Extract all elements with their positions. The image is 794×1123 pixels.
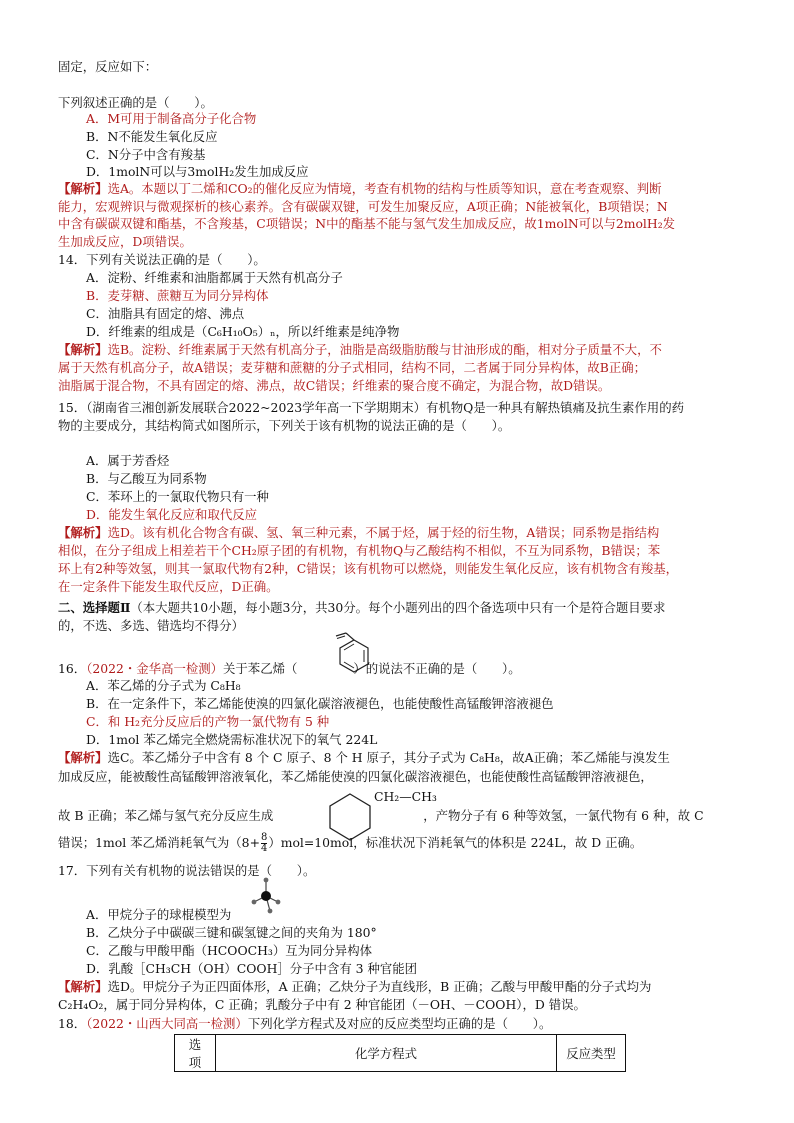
section-ii-line2: 的，不选、多选、错选均不得分） xyxy=(58,618,244,633)
analysis-tag: 【解析】 xyxy=(58,525,108,540)
section-ii-rule: （本大题共10小题，每小题3分，共30分。每个小题列出的四个备选项中只有一个是符合题目要求 xyxy=(130,600,666,615)
q14-explanation-line2: 属于天然有机高分子，故A错误；麦芽糖和蔗糖的分子式相同，结构不同，二者属于同分异构体，故B正确； xyxy=(58,360,647,375)
q16-exp4a: 错误；1mol 苯乙烯消耗氧气为（8+ xyxy=(58,835,260,850)
q16-explanation-text: 选C。苯乙烯分子中含有 8 个 C 原子、8 个 H 原子，其分子式为 C₈H₈，故A正确；苯乙烯能与溴发生 xyxy=(107,750,670,765)
q17-explanation-line1 xyxy=(58,978,651,996)
q14-option-d: D．纤维素的组成是（C₆H₁₀O₅）ₙ，所以纤维素是纯净物 xyxy=(86,324,400,339)
q16-stem-a: 关于苯乙烯（ xyxy=(223,661,298,676)
section-ii-line1 xyxy=(58,599,665,617)
q16-option-c: C．和 H₂充分反应后的产物一氯代物有 5 种 xyxy=(86,714,330,729)
q14-option-b: B．麦芽糖、蔗糖互为同分异构体 xyxy=(86,288,269,303)
methane-ball-stick-icon xyxy=(250,876,282,916)
table-header-row xyxy=(175,1035,626,1072)
q14-option-c: C．油脂具有固定的熔、沸点 xyxy=(86,306,245,321)
q13-stem: 下列叙述正确的是（ ）。 xyxy=(58,95,213,110)
q18-stem xyxy=(58,1015,551,1033)
q14-explanation-line1 xyxy=(58,341,662,359)
q16-option-b: B．在一定条件下，苯乙烯能使溴的四氯化碳溶液褪色，也能使酸性高锰酸钾溶液褪色 xyxy=(86,696,554,711)
q13-option-a: A．M可用于制备高分子化合物 xyxy=(86,111,257,126)
q18-options-table xyxy=(174,1034,626,1072)
q13-explanation-line2: 能力，宏观辨识与微观探析的核心素养。含有碳碳双键，可发生加聚反应，A项正确；N能被氧化，B项错误；N xyxy=(58,199,668,214)
q17-stem: 17．下列有关有机物的说法错误的是（ ）。 xyxy=(58,863,316,878)
q16-explanation-line3 xyxy=(58,807,704,825)
q17-option-c: C．乙酸与甲酸甲酯（HCOOCH₃）互为同分异构体 xyxy=(86,943,372,958)
q17-option-d: D．乳酸［CH₃CH（OH）COOH］分子中含有 3 种官能团 xyxy=(86,961,418,976)
table-header-equation: 化学方程式 xyxy=(216,1035,557,1072)
q13-explanation-text: 选A。本题以丁二烯和CO₂的催化反应为情境，考查有机物的结构与性质等知识，意在考查观察、判断 xyxy=(107,181,662,196)
q13-explanation-line3: 中含有碳碳双键和酯基，不含羧基，C项错误；N中的酯基不能与氢气发生加成反应，故1molN可以与2molH₂发 xyxy=(58,216,676,231)
analysis-tag: 【解析】 xyxy=(58,750,108,765)
q15-stem-line2: 物的主要成分，其结构简式如图所示，下列关于该有机物的说法正确的是（ ）。 xyxy=(58,418,511,433)
fraction-denominator: 4 xyxy=(260,843,268,854)
q13-option-c: C．N分子中含有羧基 xyxy=(86,147,206,162)
q16-explanation-line1 xyxy=(58,749,670,767)
fraction xyxy=(261,833,267,854)
q15-stem-line1: 15．（湖南省三湘创新发展联合2022~2023学年高一下学期期末）有机物Q是一种具有解热镇痛及抗生素作用的药 xyxy=(58,400,684,415)
q13-explanation-line4: 生加成反应，D项错误。 xyxy=(58,234,192,249)
q18-source: （2022・山西大同高一检测） xyxy=(86,1016,248,1031)
q15-explanation-line4: 在一定条件下能发生取代反应，D正确。 xyxy=(58,579,279,594)
analysis-tag: 【解析】 xyxy=(58,181,108,196)
q15-explanation-line3: 环上有2种等效氢，则其一氯取代物有2种，C错误；该有机物可以燃烧，则能发生氧化反应，该有机物含有羧基， xyxy=(58,561,678,576)
q13-option-d: D．1molN可以与3molH₂发生加成反应 xyxy=(86,164,309,179)
q17-explanation-text: 选D。甲烷分子为正四面体形，A 正确；乙炔分子为直线形，B 正确；乙酸与甲酸甲酯的分子式均为 xyxy=(107,979,652,994)
q17-explanation-line2: C₂H₄O₂，属于同分异构体，C 正确；乳酸分子中有 2 种官能团（－OH、－COOH），D 错误。 xyxy=(58,997,586,1012)
q15-explanation-line1 xyxy=(58,524,659,542)
fraction-numerator: 8 xyxy=(260,832,268,843)
q16-option-a: A．苯乙烯的分子式为 C₈H₈ xyxy=(86,678,241,693)
q16-exp4b: ）mol=10mol，标准状况下消耗氧气的体积是 224L，故 D 正确。 xyxy=(268,835,643,850)
q14-explanation-text: 选B。淀粉、纤维素属于天然有机高分子，油脂是高级脂肪酸与甘油形成的酯，相对分子质量不大，不 xyxy=(107,342,662,357)
q15-option-a: A．属于芳香烃 xyxy=(86,453,170,468)
q17-option-a: A．甲烷分子的球棍模型为 xyxy=(86,907,232,922)
ethyl-chain-label: CH₂—CH₃ xyxy=(374,789,437,804)
q18-number: 18． xyxy=(58,1016,87,1031)
q13-head: 固定，反应如下： xyxy=(58,59,158,74)
table-header-reaction-type: 反应类型 xyxy=(557,1035,626,1072)
q18-stem-text: 下列化学方程式及对应的反应类型均正确的是（ ）。 xyxy=(247,1016,552,1031)
q16-exp3a: 故 B 正确；苯乙烯与氢气充分反应生成 xyxy=(58,808,274,823)
q15-option-b: B．与乙酸互为同系物 xyxy=(86,471,207,486)
q16-stem xyxy=(58,660,521,678)
q13-explanation-line1 xyxy=(58,180,662,198)
q15-explanation-text: 选D。该有机化合物含有碳、氢、氧三种元素，不属于烃，属于烃的衍生物，A错误；同系物是指结构 xyxy=(107,525,660,540)
q16-source: （2022・金华高一检测） xyxy=(86,661,224,676)
q15-option-c: C．苯环上的一氯取代物只有一种 xyxy=(86,489,269,504)
analysis-tag: 【解析】 xyxy=(58,979,108,994)
analysis-tag: 【解析】 xyxy=(58,342,108,357)
q15-option-d: D．能发生氧化反应和取代反应 xyxy=(86,507,258,522)
q16-explanation-line2: 加成反应，能被酸性高锰酸钾溶液氧化，苯乙烯能使溴的四氯化碳溶液褪色，也能使酸性高锰酸钾溶液褪色， xyxy=(58,769,653,784)
q13-option-b: B．N不能发生氧化反应 xyxy=(86,129,218,144)
q16-exp3b: ，产物分子有 6 种等效氢，一氯代物有 6 种，故 C xyxy=(423,808,704,823)
q16-stem-b: ）的说法不正确的是（ ）。 xyxy=(353,661,521,676)
q16-number: 16． xyxy=(58,661,87,676)
q17-option-b: B．乙炔分子中碳碳三键和碳氢键之间的夹角为 180° xyxy=(86,925,377,940)
q14-stem: 14．下列有关说法正确的是（ ）。 xyxy=(58,252,266,267)
table-header-option: 选项 xyxy=(175,1035,216,1072)
q16-option-d: D．1mol 苯乙烯完全燃烧需标准状况下的氧气 224L xyxy=(86,732,378,747)
q15-explanation-line2: 相似，在分子组成上相差若干个CH₂原子团的有机物，有机物Q与乙酸结构不相似，不互为同系物，B错误；苯 xyxy=(58,543,661,558)
q14-explanation-line3: 油脂属于混合物，不具有固定的熔、沸点，故C错误；纤维素的聚合度不确定，为混合物，故D错误。 xyxy=(58,378,611,393)
q16-explanation-line4 xyxy=(58,833,642,854)
section-ii-title: 二、选择题Ⅱ xyxy=(58,600,131,615)
q14-option-a: A．淀粉、纤维素和油脂都属于天然有机高分子 xyxy=(86,270,343,285)
